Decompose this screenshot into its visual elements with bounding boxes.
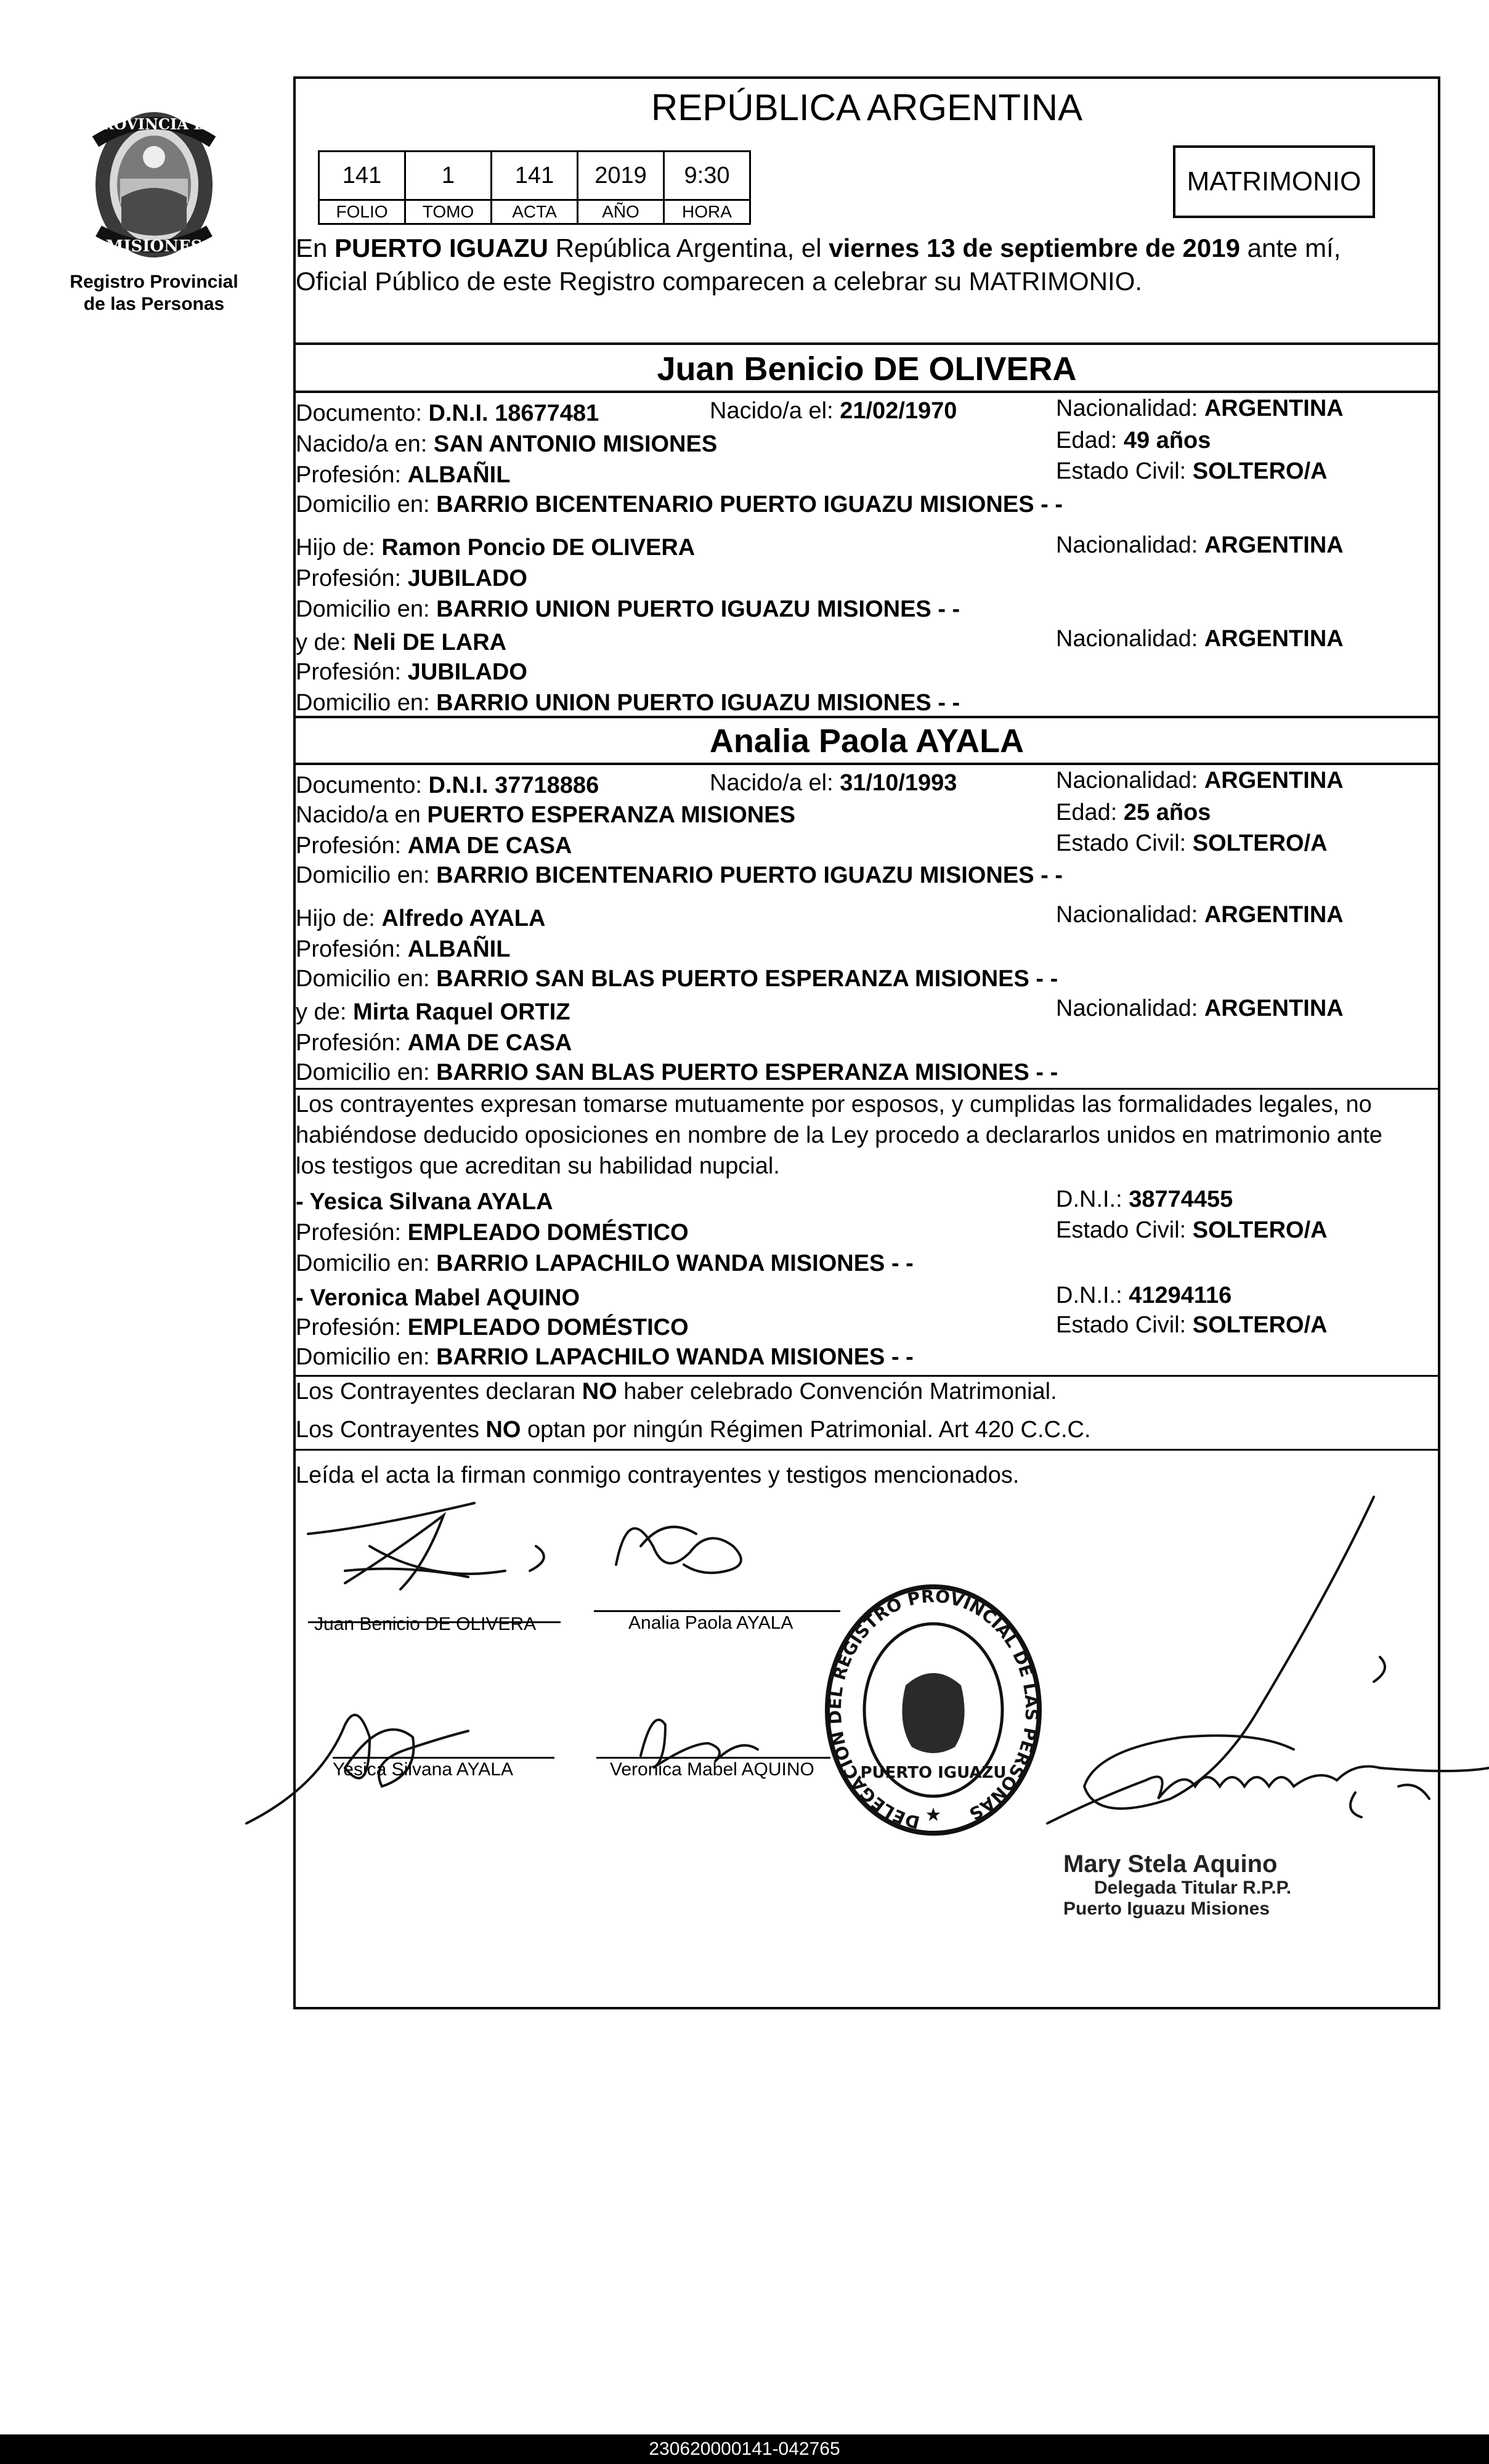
- misiones-coat-of-arms-icon: [83, 105, 225, 265]
- signature-line: [594, 1610, 840, 1612]
- signature-line: [333, 1757, 554, 1759]
- spouse2-name: Analia Paola AYALA: [709, 723, 1024, 760]
- spouse2-mother-profession: Profesión: AMA DE CASA: [296, 1030, 572, 1056]
- divider: [293, 342, 1440, 345]
- witness2-civil-status: Estado Civil: SOLTERO/A: [1056, 1312, 1328, 1338]
- spouse1-address: Domicilio en: BARRIO BICENTENARIO PUERTO IGUAZU MISIONES - -: [296, 492, 1063, 517]
- document-code-bar: 230620000141-042765: [0, 2434, 1489, 2464]
- spouse1-mother-address: Domicilio en: BARRIO UNION PUERTO IGUAZU MISIONES - -: [296, 690, 960, 716]
- record-type-box: MATRIMONIO: [1173, 145, 1375, 218]
- spouse1-birthdate: Nacido/a el: 21/02/1970: [710, 398, 957, 424]
- spouse2-birthplace: Nacido/a en PUERTO ESPERANZA MISIONES: [296, 802, 795, 828]
- signature-line: [596, 1757, 830, 1759]
- spouse1-mother: y de: Neli DE LARA: [296, 630, 507, 655]
- country-title: REPÚBLICA ARGENTINA: [651, 87, 1083, 128]
- svg-text:DELEGACION DEL REGISTRO PROVIN: DELEGACION DEL REGISTRO PROVINCIAL DE LAS PERSONAS: [824, 1586, 1042, 1833]
- hora-label: HORA: [664, 200, 750, 224]
- regime-line: Los Contrayentes NO optan por ningún Régimen Patrimonial. Art 420 C.C.C.: [296, 1417, 1091, 1443]
- spouse1-nationality: Nacionalidad: ARGENTINA: [1056, 395, 1344, 421]
- declaration-paragraph: Los contrayentes expresan tomarse mutuamente por esposos, y cumplidas las formalidades legales, no habiéndose deducido oposiciones en nombre de la Ley procedo a declararlos unidos en matrimonio ante los testigos que acreditan su habilidad nupcial.: [296, 1092, 1382, 1179]
- spouse1-father-address: Domicilio en: BARRIO UNION PUERTO IGUAZU MISIONES - -: [296, 596, 960, 622]
- witness1-address: Domicilio en: BARRIO LAPACHILO WANDA MISIONES - -: [296, 1250, 914, 1276]
- spouse2-nationality: Nacionalidad: ARGENTINA: [1056, 768, 1344, 793]
- spouse2-father-nationality: Nacionalidad: ARGENTINA: [1056, 902, 1344, 928]
- witness1-name: - Yesica Silvana AYALA: [296, 1189, 553, 1215]
- witness2-name: - Veronica Mabel AQUINO: [296, 1285, 580, 1311]
- svg-text:★: ★: [925, 1805, 942, 1825]
- witness1-dni: D.N.I.: 38774455: [1056, 1186, 1233, 1212]
- svg-text:PROVINCIA DE: PROVINCIA DE: [90, 115, 218, 133]
- official-stamp-icon: [819, 1574, 1047, 1839]
- svg-text:PUERTO IGUAZU: PUERTO IGUAZU: [860, 1764, 1007, 1782]
- spouse2-documento: Documento: D.N.I. 37718886: [296, 772, 599, 798]
- witness1-profession: Profesión: EMPLEADO DOMÉSTICO: [296, 1220, 689, 1246]
- spouse2-profession: Profesión: AMA DE CASA: [296, 833, 572, 859]
- witness2-dni: D.N.I.: 41294116: [1056, 1283, 1232, 1308]
- spouse2-age: Edad: 25 años: [1056, 800, 1211, 825]
- official-signature-block: Mary Stela Aquino Delegada Titular R.P.P. Puerto Iguazu Misiones: [1063, 1850, 1292, 1919]
- spouse2-father: Hijo de: Alfredo AYALA: [296, 906, 546, 931]
- spouse1-profession: Profesión: ALBAÑIL: [296, 462, 511, 488]
- registry-caption: Registro Provincial de las Personas: [70, 272, 238, 314]
- spouse1-documento: Documento: D.N.I. 18677481: [296, 400, 599, 426]
- acta-label: ACTA: [492, 200, 578, 224]
- tomo-label: TOMO: [405, 200, 492, 224]
- signature-spouse2: Analia Paola AYALA: [628, 1613, 793, 1633]
- acta-value: 141: [492, 152, 578, 200]
- spouse1-birthplace: Nacido/a en: SAN ANTONIO MISIONES: [296, 431, 718, 457]
- spouse1-mother-nationality: Nacionalidad: ARGENTINA: [1056, 626, 1344, 652]
- witness1-civil-status: Estado Civil: SOLTERO/A: [1056, 1217, 1328, 1243]
- svg-text:MISIONES: MISIONES: [105, 237, 203, 256]
- divider: [293, 1449, 1440, 1451]
- anio-label: AÑO: [578, 200, 664, 224]
- signature-witness2: Veronica Mabel AQUINO: [610, 1759, 814, 1780]
- spouse1-father: Hijo de: Ramon Poncio DE OLIVERA: [296, 535, 696, 561]
- spouse2-father-address: Domicilio en: BARRIO SAN BLAS PUERTO ESPERANZA MISIONES - -: [296, 966, 1058, 992]
- hora-value: 9:30: [664, 152, 750, 200]
- spouse1-mother-profession: Profesión: JUBILADO: [296, 659, 527, 685]
- spouse1-father-nationality: Nacionalidad: ARGENTINA: [1056, 532, 1344, 558]
- folio-table: [318, 150, 751, 225]
- spouse2-civil-status: Estado Civil: SOLTERO/A: [1056, 830, 1328, 856]
- spouse1-father-profession: Profesión: JUBILADO: [296, 565, 527, 591]
- spouse2-mother: y de: Mirta Raquel ORTIZ: [296, 999, 570, 1025]
- witness2-profession: Profesión: EMPLEADO DOMÉSTICO: [296, 1315, 689, 1340]
- spouse1-age: Edad: 49 años: [1056, 428, 1211, 453]
- spouse2-birthdate: Nacido/a el: 31/10/1993: [710, 770, 957, 796]
- anio-value: 2019: [578, 152, 664, 200]
- convention-line: Los Contrayentes declaran NO haber celebrado Convención Matrimonial.: [296, 1379, 1057, 1404]
- intro-paragraph: En PUERTO IGUAZU República Argentina, el viernes 13 de septiembre de 2019 ante mí, Oficial Público de este Registro comparecen a celebrar su MATRIMONIO.: [296, 233, 1341, 296]
- spouse2-mother-address: Domicilio en: BARRIO SAN BLAS PUERTO ESPERANZA MISIONES - -: [296, 1060, 1058, 1085]
- signature-witness1: Yesica Silvana AYALA: [333, 1759, 513, 1780]
- spouse2-father-profession: Profesión: ALBAÑIL: [296, 936, 511, 962]
- spouse1-civil-status: Estado Civil: SOLTERO/A: [1056, 458, 1328, 484]
- closing-statement: Leída el acta la firman conmigo contrayentes y testigos mencionados.: [296, 1462, 1020, 1488]
- spouse1-name: Juan Benicio DE OLIVERA: [657, 351, 1077, 387]
- spouse2-mother-nationality: Nacionalidad: ARGENTINA: [1056, 995, 1344, 1021]
- signature-spouse1: Juan Benicio DE OLIVERA: [314, 1614, 537, 1634]
- spouse2-address: Domicilio en: BARRIO BICENTENARIO PUERTO IGUAZU MISIONES - -: [296, 862, 1063, 888]
- folio-value: 141: [319, 152, 405, 200]
- folio-label: FOLIO: [319, 200, 405, 224]
- divider: [293, 716, 1440, 718]
- tomo-value: 1: [405, 152, 492, 200]
- witness2-address: Domicilio en: BARRIO LAPACHILO WANDA MISIONES - -: [296, 1344, 914, 1370]
